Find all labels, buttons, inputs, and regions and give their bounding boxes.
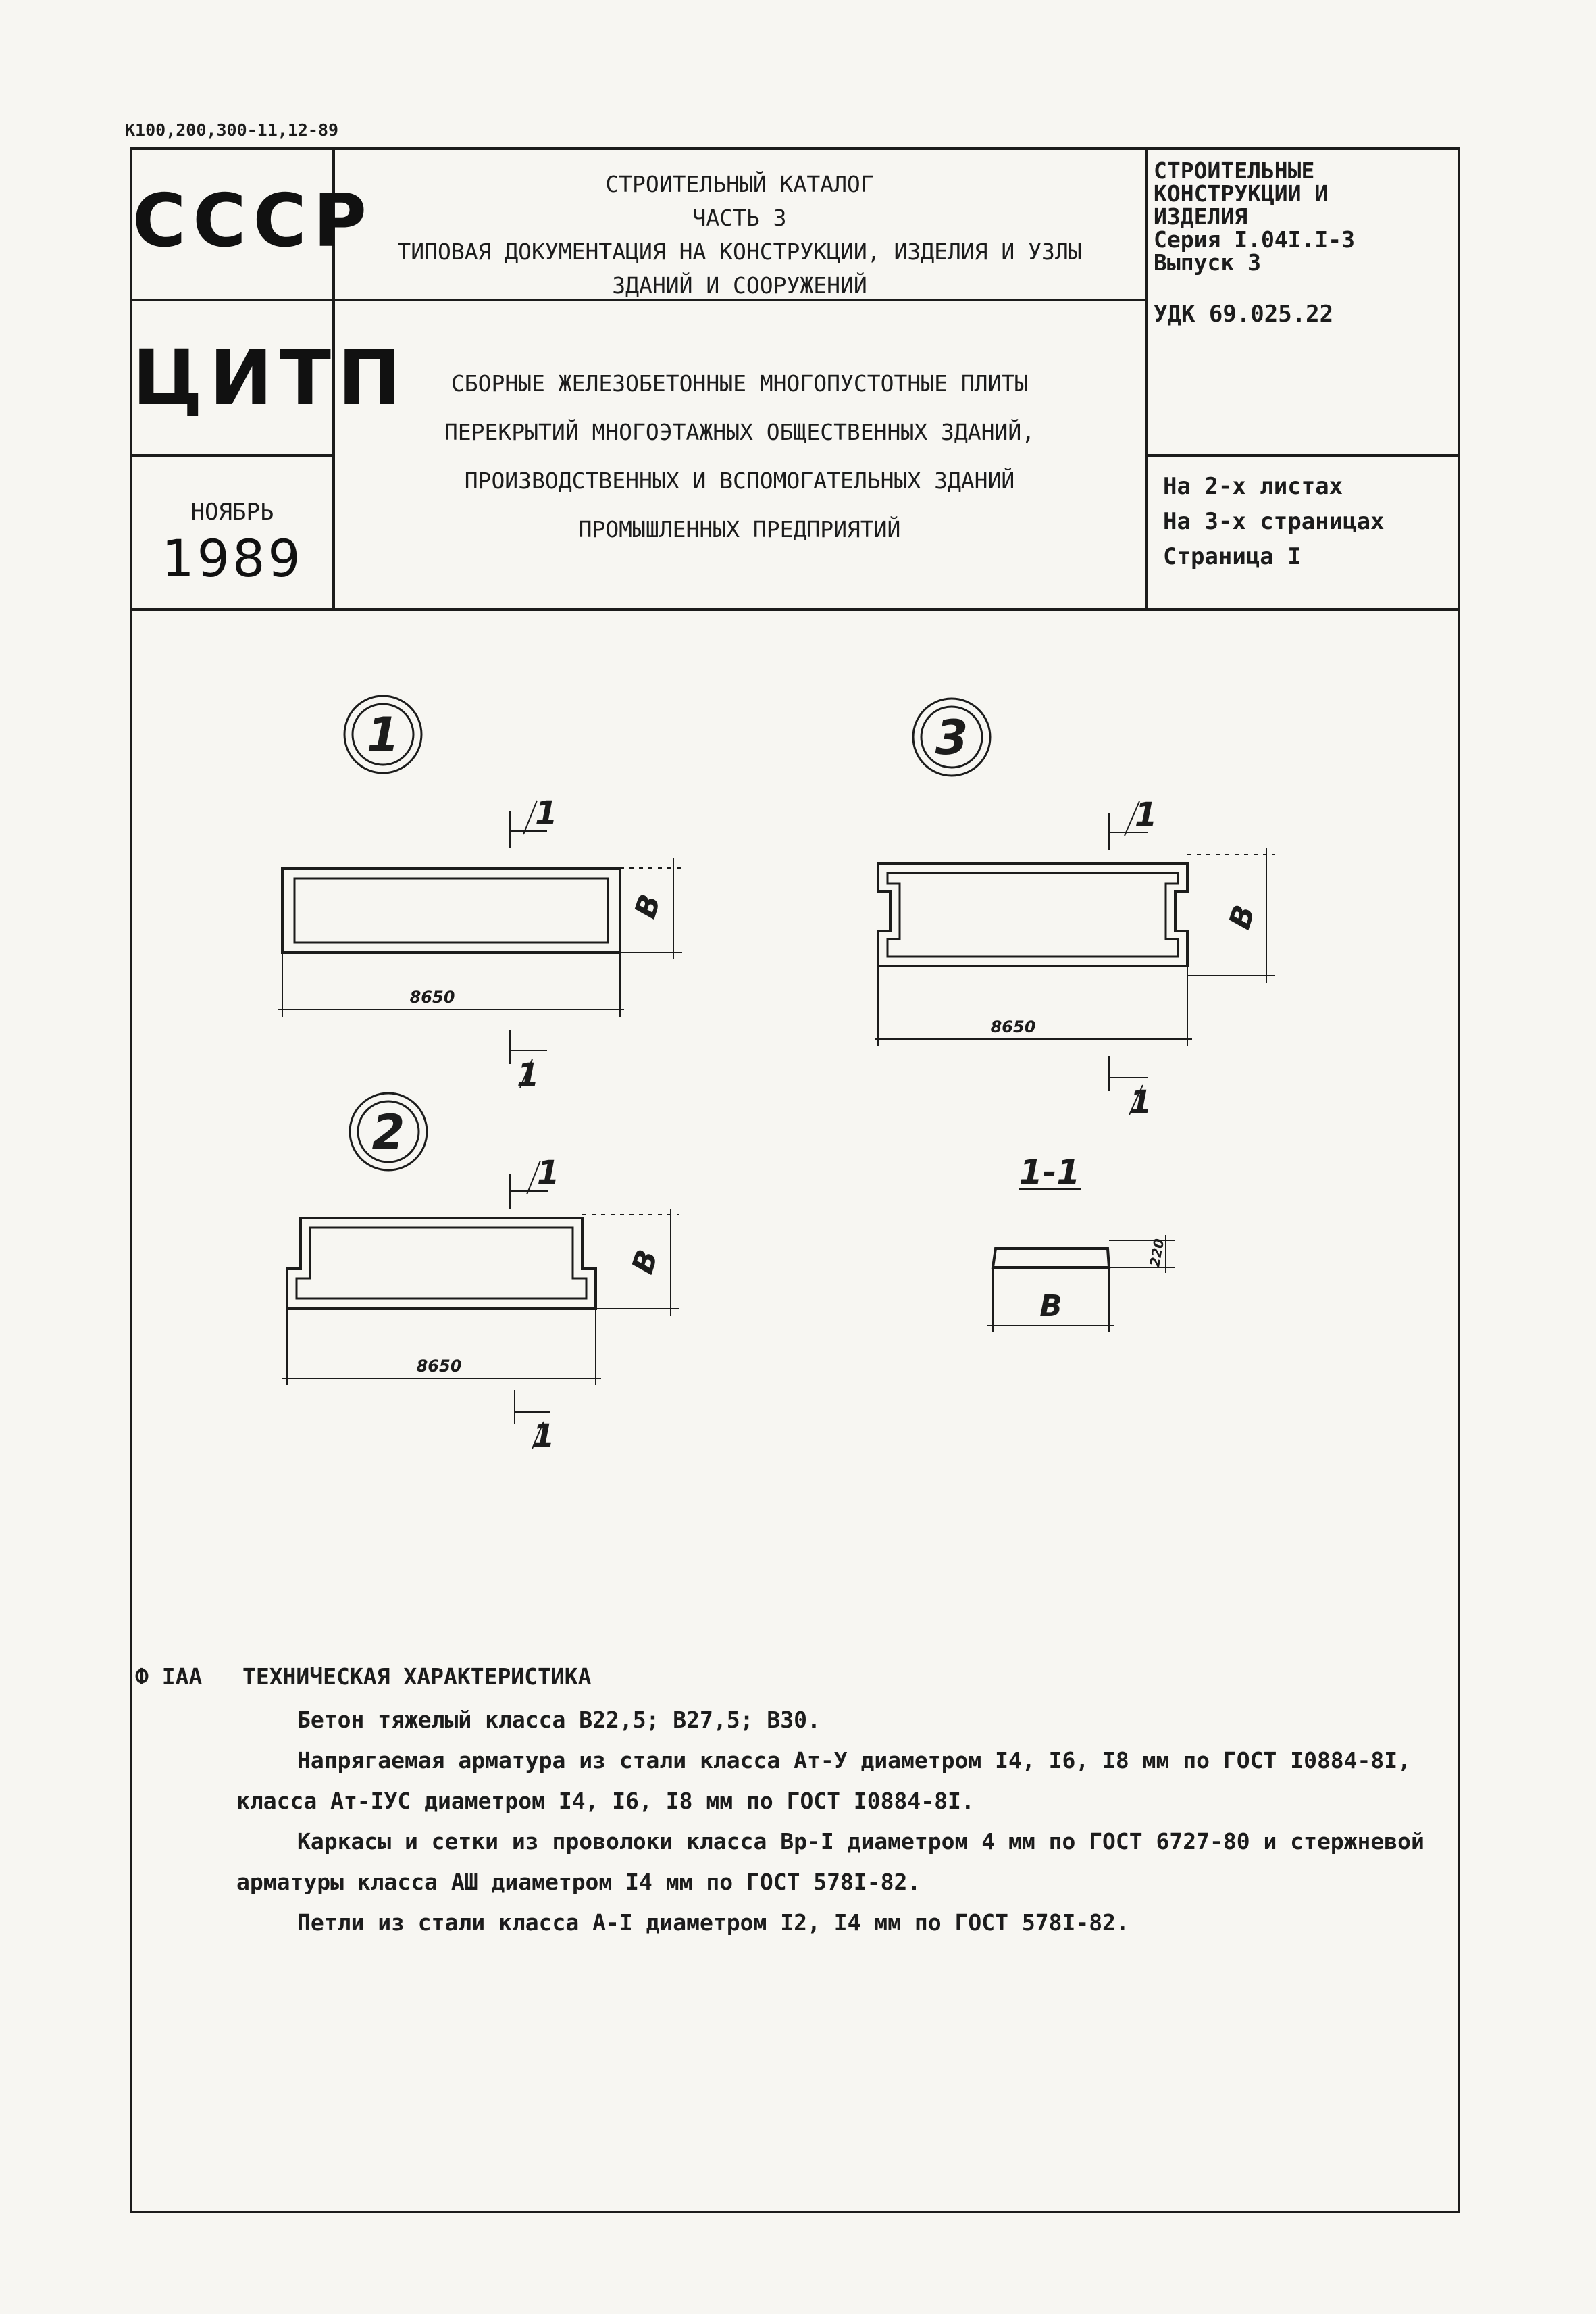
- document-code: К100,200,300-11,12-89: [125, 120, 339, 140]
- type-3-outline: [878, 863, 1187, 966]
- technical-spec: [135, 1657, 1445, 1943]
- pages-count: На 3-х страницах: [1163, 508, 1385, 535]
- type-1-outline: [282, 868, 620, 953]
- catalog-line-1: СТРОИТЕЛЬНЫЙ КАТАЛОГ: [605, 171, 874, 197]
- section-outline: [993, 1249, 1109, 1267]
- section-height-dim: 220: [1146, 1237, 1168, 1268]
- sheets-count: На 2-х листах: [1163, 473, 1343, 500]
- org-label: ЦИТП: [132, 334, 408, 422]
- type-2-number: 2: [371, 1105, 405, 1160]
- type-3-cut-bottom: 1: [1129, 1084, 1152, 1122]
- type-3-number: 3: [935, 710, 969, 765]
- type-3-width-dim: В: [1222, 901, 1262, 934]
- section-line-3: ИЗДЕЛИЯ: [1154, 203, 1248, 230]
- type-3-void: [887, 873, 1178, 957]
- title-line-2: ПЕРЕКРЫТИЙ МНОГОЭТАЖНЫХ ОБЩЕСТВЕННЫХ ЗДАНИЙ,: [444, 419, 1035, 445]
- slab-type-2-drawing: [282, 1093, 679, 1449]
- catalog-line-2: ЧАСТЬ 3: [692, 205, 787, 231]
- type-3-length-dim: 8650: [990, 1017, 1036, 1036]
- spec-prestressed-1: Напрягаемая арматура из стали класса Ат-У диаметром I4, I6, I8 мм по ГОСТ I0884-8I,: [297, 1747, 1412, 1774]
- type-1-width-dim: В: [627, 890, 668, 923]
- title-line-4: ПРОМЫШЛЕННЫХ ПРЕДПРИЯТИЙ: [578, 516, 901, 543]
- type-2-length-dim: 8650: [416, 1357, 462, 1376]
- month-label: НОЯБРЬ: [190, 499, 274, 526]
- section-width-dim: В: [1039, 1289, 1062, 1324]
- spec-frames-1: Каркасы и сетки из проволоки класса Вр-I диаметром 4 мм по ГОСТ 6727-80 и стержневой: [297, 1828, 1424, 1855]
- section-line-1: СТРОИТЕЛЬНЫЕ: [1154, 157, 1315, 184]
- spec-frames-2: арматуры класса АШ диаметром I4 мм по ГОСТ 578I-82.: [236, 1869, 921, 1895]
- series-label: Серия I.04I.I-3: [1154, 226, 1356, 253]
- section-label: 1-1: [1019, 1153, 1081, 1192]
- type-2-cut-top: 1: [537, 1154, 560, 1192]
- type-1-cut-bottom: 1: [517, 1057, 540, 1095]
- page-number: Страница I: [1163, 543, 1302, 570]
- type-1-length-dim: 8650: [409, 988, 455, 1007]
- type-3-cut-top: 1: [1135, 796, 1158, 834]
- type-2-cut-bottom: 1: [532, 1417, 555, 1455]
- type-2-outline: [287, 1218, 596, 1309]
- type-1-cut-top: 1: [535, 795, 558, 832]
- issue-label: Выпуск 3: [1154, 249, 1261, 276]
- type-2-void: [297, 1228, 586, 1299]
- type-1-number: 1: [366, 707, 400, 763]
- spec-code: Ф IАА: [135, 1663, 203, 1690]
- spec-loops: Петли из стали класса А-I диаметром I2, I4 мм по ГОСТ 578I-82.: [297, 1909, 1129, 1936]
- catalog-line-4: ЗДАНИЙ И СООРУЖЕНИЙ: [612, 272, 867, 299]
- catalog-line-3: ТИПОВАЯ ДОКУМЕНТАЦИЯ НА КОНСТРУКЦИИ, ИЗДЕЛИЯ И УЗЛЫ: [397, 238, 1082, 265]
- section-line-2: КОНСТРУКЦИИ И: [1154, 180, 1329, 207]
- spec-title: ТЕХНИЧЕСКАЯ ХАРАКТЕРИСТИКА: [242, 1663, 592, 1690]
- spec-concrete: Бетон тяжелый класса В22,5; В27,5; В30.: [297, 1707, 821, 1733]
- year-label: 1989: [161, 528, 303, 588]
- spec-heading: [135, 1657, 1445, 1697]
- spec-prestressed-2: класса Ат-IУС диаметром I4, I6, I8 мм по ГОСТ I0884-8I.: [236, 1788, 975, 1814]
- slab-type-1-drawing: [278, 696, 682, 1088]
- type-1-void: [294, 878, 608, 942]
- type-2-width-dim: В: [625, 1245, 665, 1278]
- country-label: СССР: [132, 179, 374, 263]
- title-line-1: СБОРНЫЕ ЖЕЛЕЗОБЕТОННЫЕ МНОГОПУСТОТНЫЕ ПЛИТЫ: [451, 370, 1029, 397]
- udk-label: УДК 69.025.22: [1154, 301, 1334, 328]
- title-line-3: ПРОИЗВОДСТВЕННЫХ И ВСПОМОГАТЕЛЬНЫХ ЗДАНИЙ: [464, 468, 1015, 494]
